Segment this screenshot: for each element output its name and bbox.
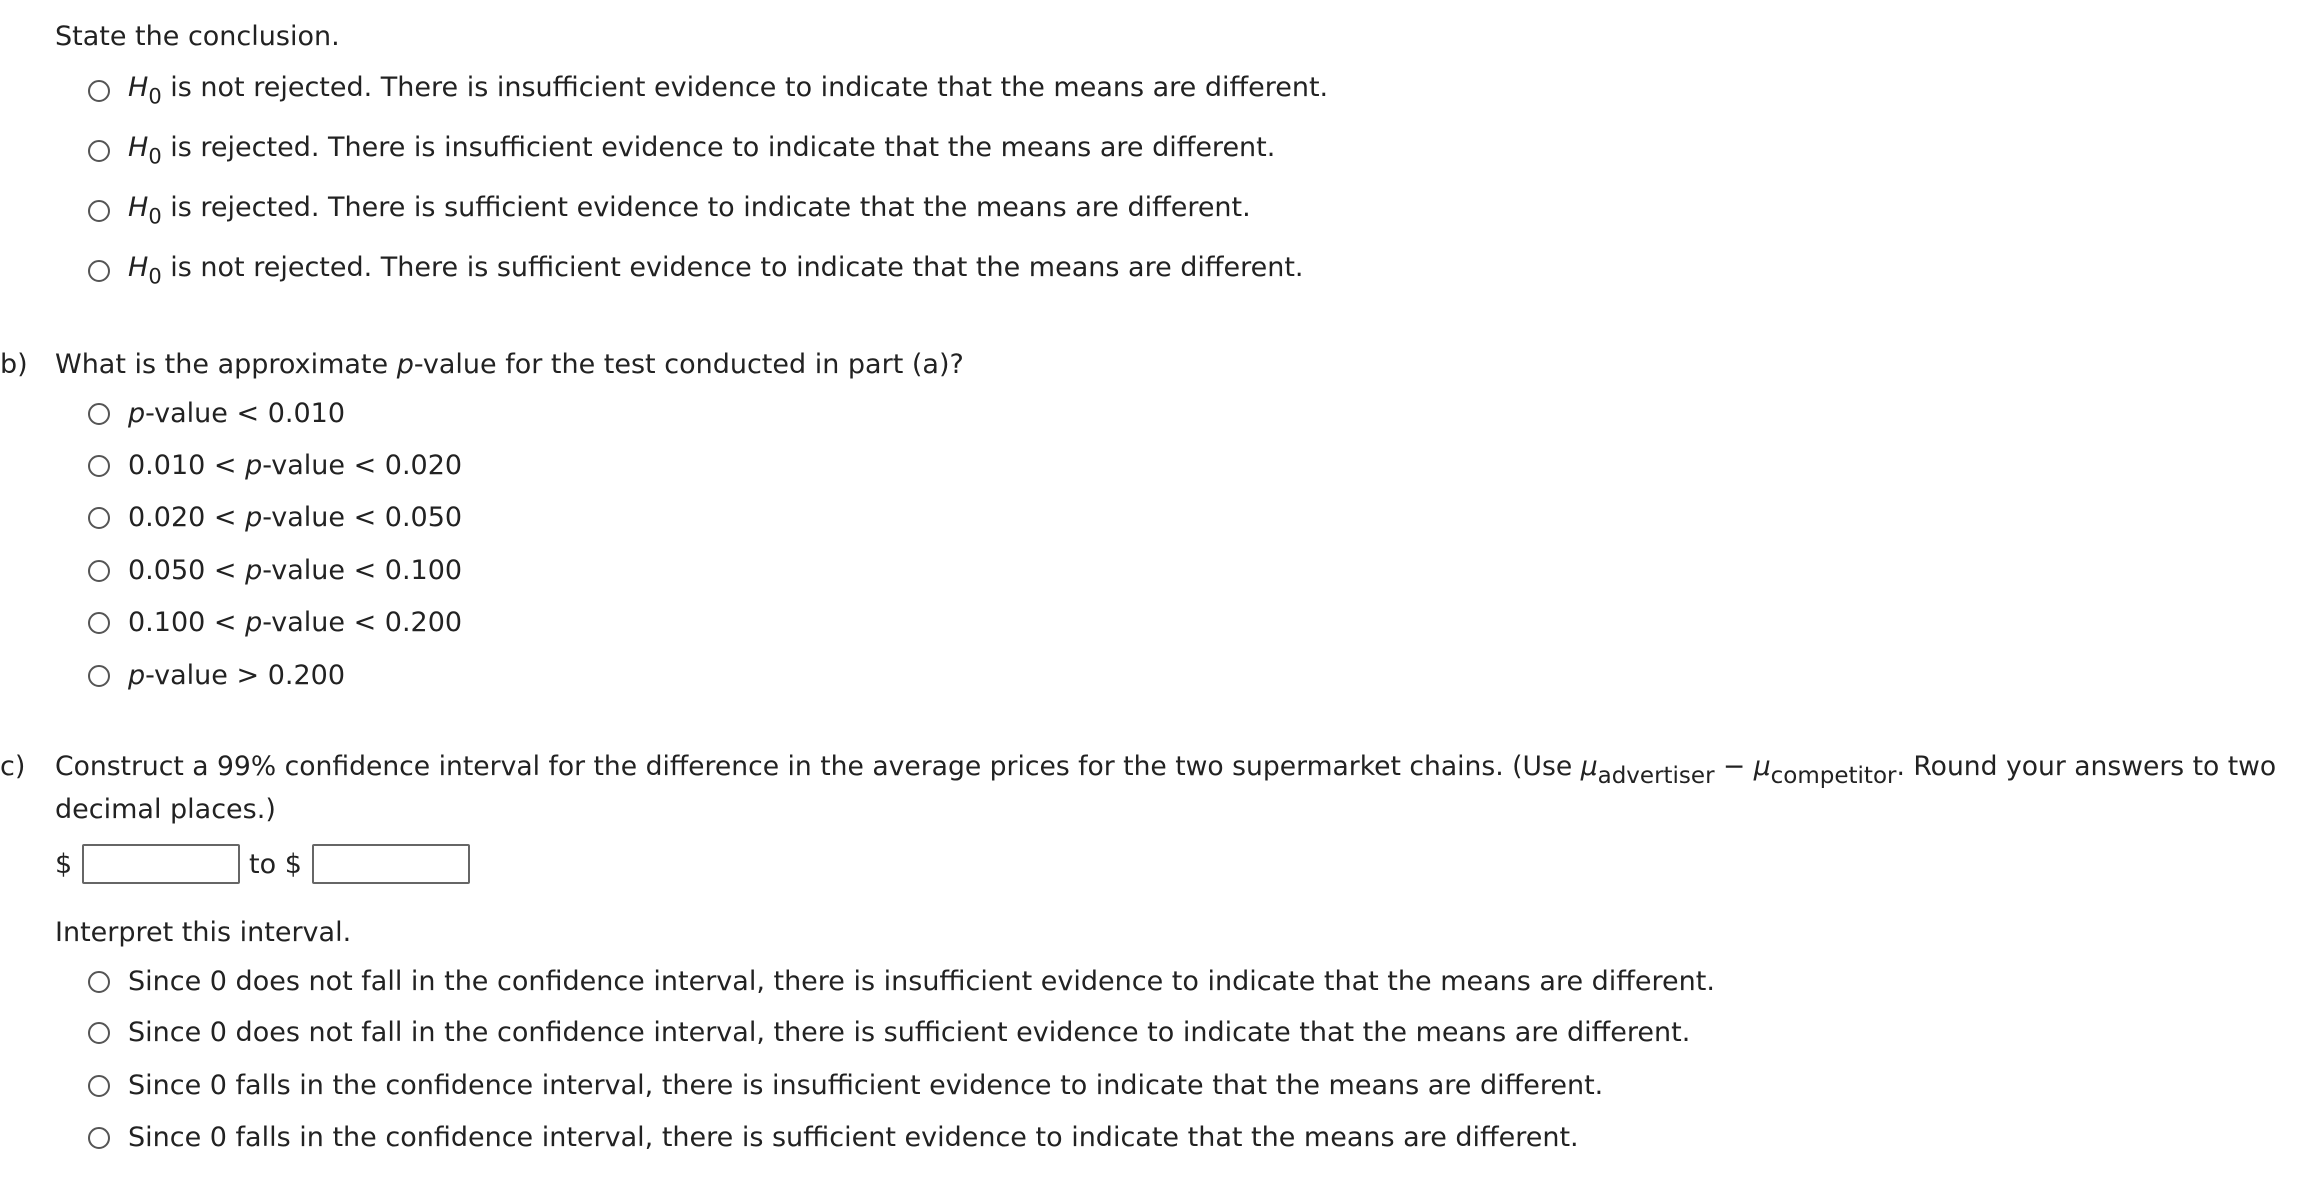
radio-button[interactable]: [88, 455, 110, 477]
pvalue-option-3[interactable]: 0.020 < p-value < 0.050: [88, 502, 462, 534]
dollar-sign: $: [55, 849, 73, 880]
part-c-question-line2: decimal places.): [55, 794, 276, 825]
pvalue-option-4[interactable]: 0.050 < p-value < 0.100: [88, 555, 462, 587]
pvalue-option-2[interactable]: 0.010 < p-value < 0.020: [88, 450, 462, 482]
radio-button[interactable]: [88, 80, 110, 102]
part-b-label: b): [0, 349, 28, 380]
interpret-option-1[interactable]: Since 0 does not fall in the confidence interval, there is insufficient evidence to indicate that the means are different.: [88, 966, 1715, 998]
interpret-option-3[interactable]: Since 0 falls in the confidence interval, there is insufficient evidence to indicate that the means are different.: [88, 1070, 1603, 1102]
conclusion-option-2[interactable]: $H_0$ is rejected. There is insufficient evidence to indicate that the means are different.: [88, 132, 1275, 170]
part-c-question: Construct a 99% confidence interval for the difference in the average prices for the two supermarket chains. (Use $\mu_{advertiser} - \mu_{competitor}$. Round your answers to two: [55, 751, 2277, 790]
interpret-prompt: Interpret this interval.: [55, 917, 352, 948]
pvalue-option-6[interactable]: p-value > 0.200: [88, 660, 345, 692]
radio-button[interactable]: [88, 612, 110, 634]
h0-symbol: $H_0$: [128, 192, 162, 229]
radio-button[interactable]: [88, 507, 110, 529]
part-b-question: What is the approximate p-value for the test conducted in part (a)?: [55, 349, 964, 380]
to-dollar-label: to $: [249, 849, 302, 880]
radio-button[interactable]: [88, 1127, 110, 1149]
h0-symbol: $H_0$: [128, 132, 162, 169]
radio-button[interactable]: [88, 140, 110, 162]
ci-lower-input[interactable]: [82, 844, 240, 884]
mu-advertiser: $\mu_{advertiser}$: [1580, 751, 1715, 790]
radio-button[interactable]: [88, 665, 110, 687]
h0-symbol: $H_0$: [128, 252, 162, 289]
h0-symbol: $H_0$: [128, 72, 162, 109]
radio-button[interactable]: [88, 1022, 110, 1044]
ci-upper-input[interactable]: [312, 844, 470, 884]
radio-button[interactable]: [88, 560, 110, 582]
interpret-option-4[interactable]: Since 0 falls in the confidence interval, there is sufficient evidence to indicate that the means are different.: [88, 1122, 1579, 1154]
radio-button[interactable]: [88, 403, 110, 425]
radio-button[interactable]: [88, 971, 110, 993]
interpret-option-2[interactable]: Since 0 does not fall in the confidence interval, there is sufficient evidence to indicate that the means are different.: [88, 1017, 1690, 1049]
radio-button[interactable]: [88, 200, 110, 222]
mu-competitor: $\mu_{competitor}$: [1753, 751, 1897, 790]
conclusion-option-1[interactable]: $H_0$ is not rejected. There is insufficient evidence to indicate that the means are different.: [88, 72, 1328, 110]
conclusion-option-4[interactable]: $H_0$ is not rejected. There is sufficient evidence to indicate that the means are different.: [88, 252, 1304, 290]
conclusion-prompt: State the conclusion.: [55, 21, 340, 52]
radio-button[interactable]: [88, 1075, 110, 1097]
pvalue-option-1[interactable]: p-value < 0.010: [88, 398, 345, 430]
part-c-label: c): [0, 751, 26, 782]
conclusion-option-3[interactable]: $H_0$ is rejected. There is sufficient evidence to indicate that the means are different.: [88, 192, 1251, 230]
pvalue-option-5[interactable]: 0.100 < p-value < 0.200: [88, 607, 462, 639]
radio-button[interactable]: [88, 260, 110, 282]
